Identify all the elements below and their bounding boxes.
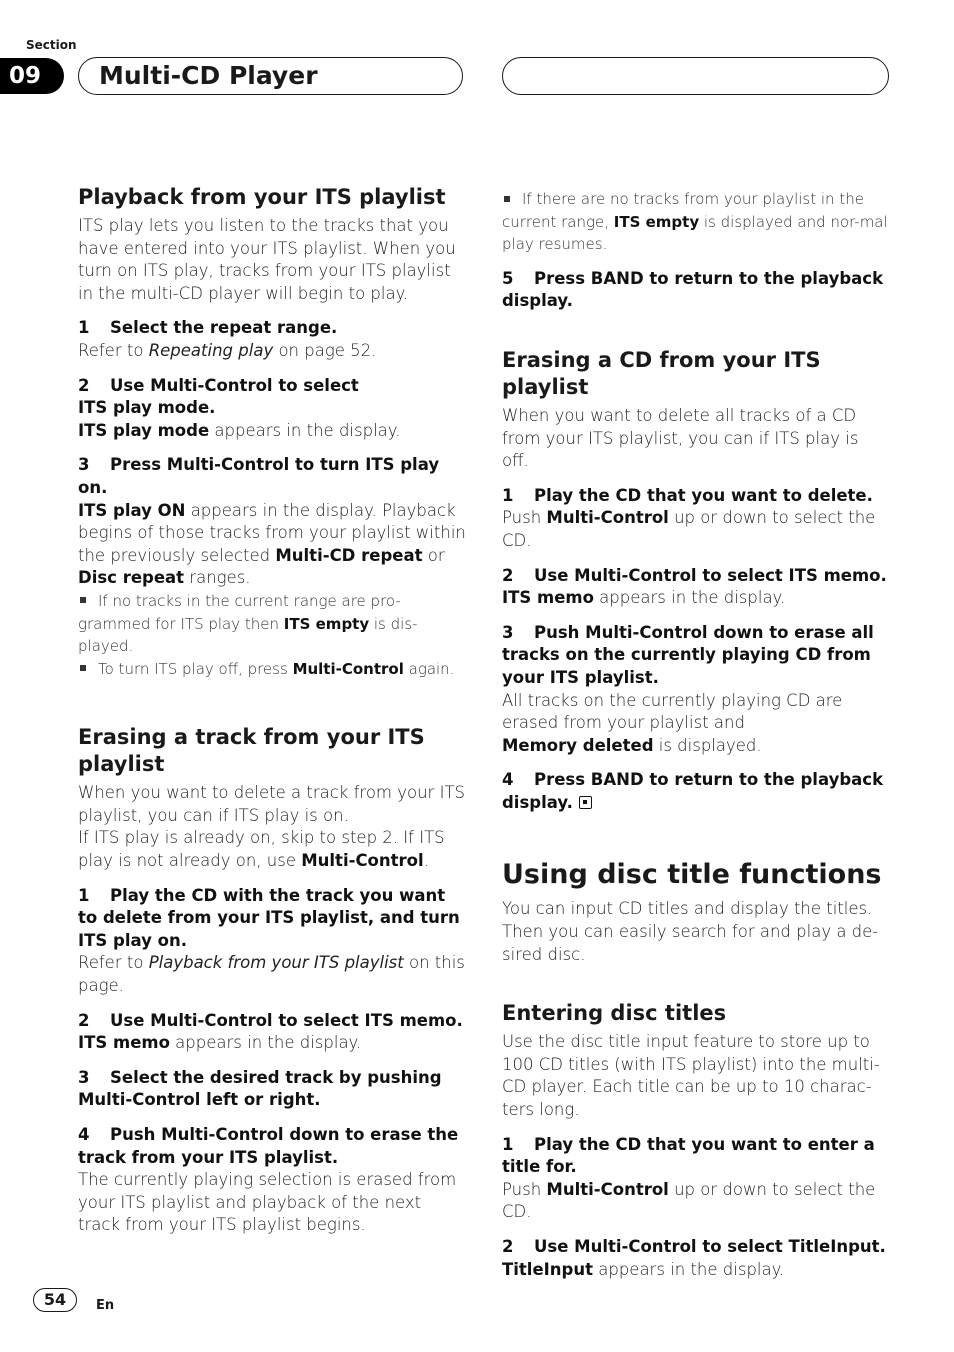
heading-playback-its: Playback from your ITS playlist (78, 185, 446, 209)
erase-cd-intro: When you want to delete all tracks of a CD from your ITS playlist, you can if ITS play is off. (502, 405, 859, 471)
erase-cd-step-2-body: ITS memo appears in the display. (502, 588, 786, 608)
end-mark-icon (579, 796, 592, 809)
step-3-body: ITS play ON appears in the display. Playback begins of those tracks from your playlist within the previously selected Multi-CD repeat or Disc repeat ranges. (78, 500, 466, 588)
bullet-icon (80, 597, 86, 603)
heading-disc-title-functions: Using disc title functions (502, 859, 882, 891)
header-empty-pill (502, 57, 889, 95)
bullet-icon (504, 196, 510, 202)
erase-track-step-1-body: Refer to Playback from your ITS playlist on this page. (78, 953, 465, 996)
left-column (78, 184, 466, 1237)
language-label: En (96, 1298, 115, 1313)
erase-track-intro-2: If ITS play is already on, skip to step 2. If ITS play is not already on, use Multi-Control. (78, 828, 445, 871)
erase-cd-step-2: 2 Use Multi-Control to select ITS memo. (502, 565, 887, 585)
step-3: 3 Press Multi-Control to turn ITS play on. (78, 455, 440, 497)
erase-cd-step-3: 3 Push Multi-Control down to erase all tracks on the currently playing CD from your ITS playlist. (502, 622, 874, 687)
heading-erase-cd: Erasing a CD from your ITS playlist (502, 347, 821, 399)
erase-track-intro: When you want to delete a track from your ITS playlist, you can if ITS play is on. (78, 783, 466, 825)
erase-track-step-4-body: The currently playing selection is erased from your ITS playlist and playback of the next track from your ITS playlist begins. (78, 1170, 457, 1235)
erase-track-step-1: 1 Play the CD with the track you want to delete from your ITS playlist, and turn ITS play on. (78, 885, 460, 950)
erase-track-step-4: 4 Push Multi-Control down to erase the track from your ITS playlist. (78, 1125, 459, 1167)
step-1-body: Refer to Repeating play on page 52. (78, 340, 377, 360)
erase-cd-step-1: 1 Play the CD that you want to delete. (502, 485, 873, 505)
erase-track-step-3: 3 Select the desired track by pushing Multi-Control left or right. (78, 1067, 442, 1110)
step-2: 2 Use Multi-Control to select ITS play mode. (78, 375, 359, 418)
erase-track-step-2-body: ITS memo appears in the display. (78, 1033, 362, 1053)
enter-title-step-1-body: Push Multi-Control up or down to select the CD. (502, 1179, 876, 1222)
erase-cd-step-4: 4 Press BAND to return to the playback display. (502, 770, 884, 812)
erase-cd-step-1-body: Push Multi-Control up or down to select the CD. (502, 508, 876, 550)
step-2-body: ITS play mode appears in the display. (78, 420, 401, 440)
chapter-title: Multi-CD Player (78, 57, 463, 95)
right-column (502, 188, 890, 1281)
enter-title-step-2: 2 Use Multi-Control to select TitleInput. (502, 1237, 886, 1256)
section-number-tab: 09 (0, 58, 64, 94)
enter-title-step-2-body: TitleInput appears in the display. (502, 1259, 785, 1279)
heading-erase-track: Erasing a track from your ITS playlist (78, 725, 425, 777)
step-5: 5 Press BAND to return to the playback display. (502, 268, 884, 311)
intro-text: ITS play lets you listen to the tracks that you have entered into your ITS playlist. When you turn on ITS play, tracks from your ITS playlist in the multi-CD player will begin to play. (78, 216, 456, 303)
enter-title-step-1: 1 Play the CD that you want to enter a title for. (502, 1134, 875, 1177)
bullet-icon (80, 665, 86, 671)
page-number: 54 (33, 1288, 77, 1312)
step-1: 1 Select the repeat range. (78, 318, 338, 338)
disc-title-intro: You can input CD titles and display the titles. Then you can easily search for and play a de-sired disc. (502, 899, 879, 964)
entering-titles-intro: Use the disc title input feature to store up to 100 CD titles (with ITS playlist) into the multi-CD player. Each title can be up to 10 charac-ters long. (502, 1032, 880, 1120)
erase-track-step-2: 2 Use Multi-Control to select ITS memo. (78, 1010, 463, 1030)
erase-cd-step-3-body: All tracks on the currently playing CD are erased from your playlist and Memory deleted is displayed. (502, 690, 843, 755)
section-label: Section (26, 38, 77, 52)
heading-entering-disc-titles: Entering disc titles (502, 1001, 727, 1026)
note-its-empty: If no tracks in the current range are pro-grammed for ITS play then ITS empty is dis-played. (78, 591, 418, 656)
note-turn-off: To turn ITS play off, press Multi-Control again. (78, 658, 466, 681)
note-no-tracks: If there are no tracks from your playlist in the current range, ITS empty is displayed and nor-mal play resumes. (502, 190, 888, 254)
